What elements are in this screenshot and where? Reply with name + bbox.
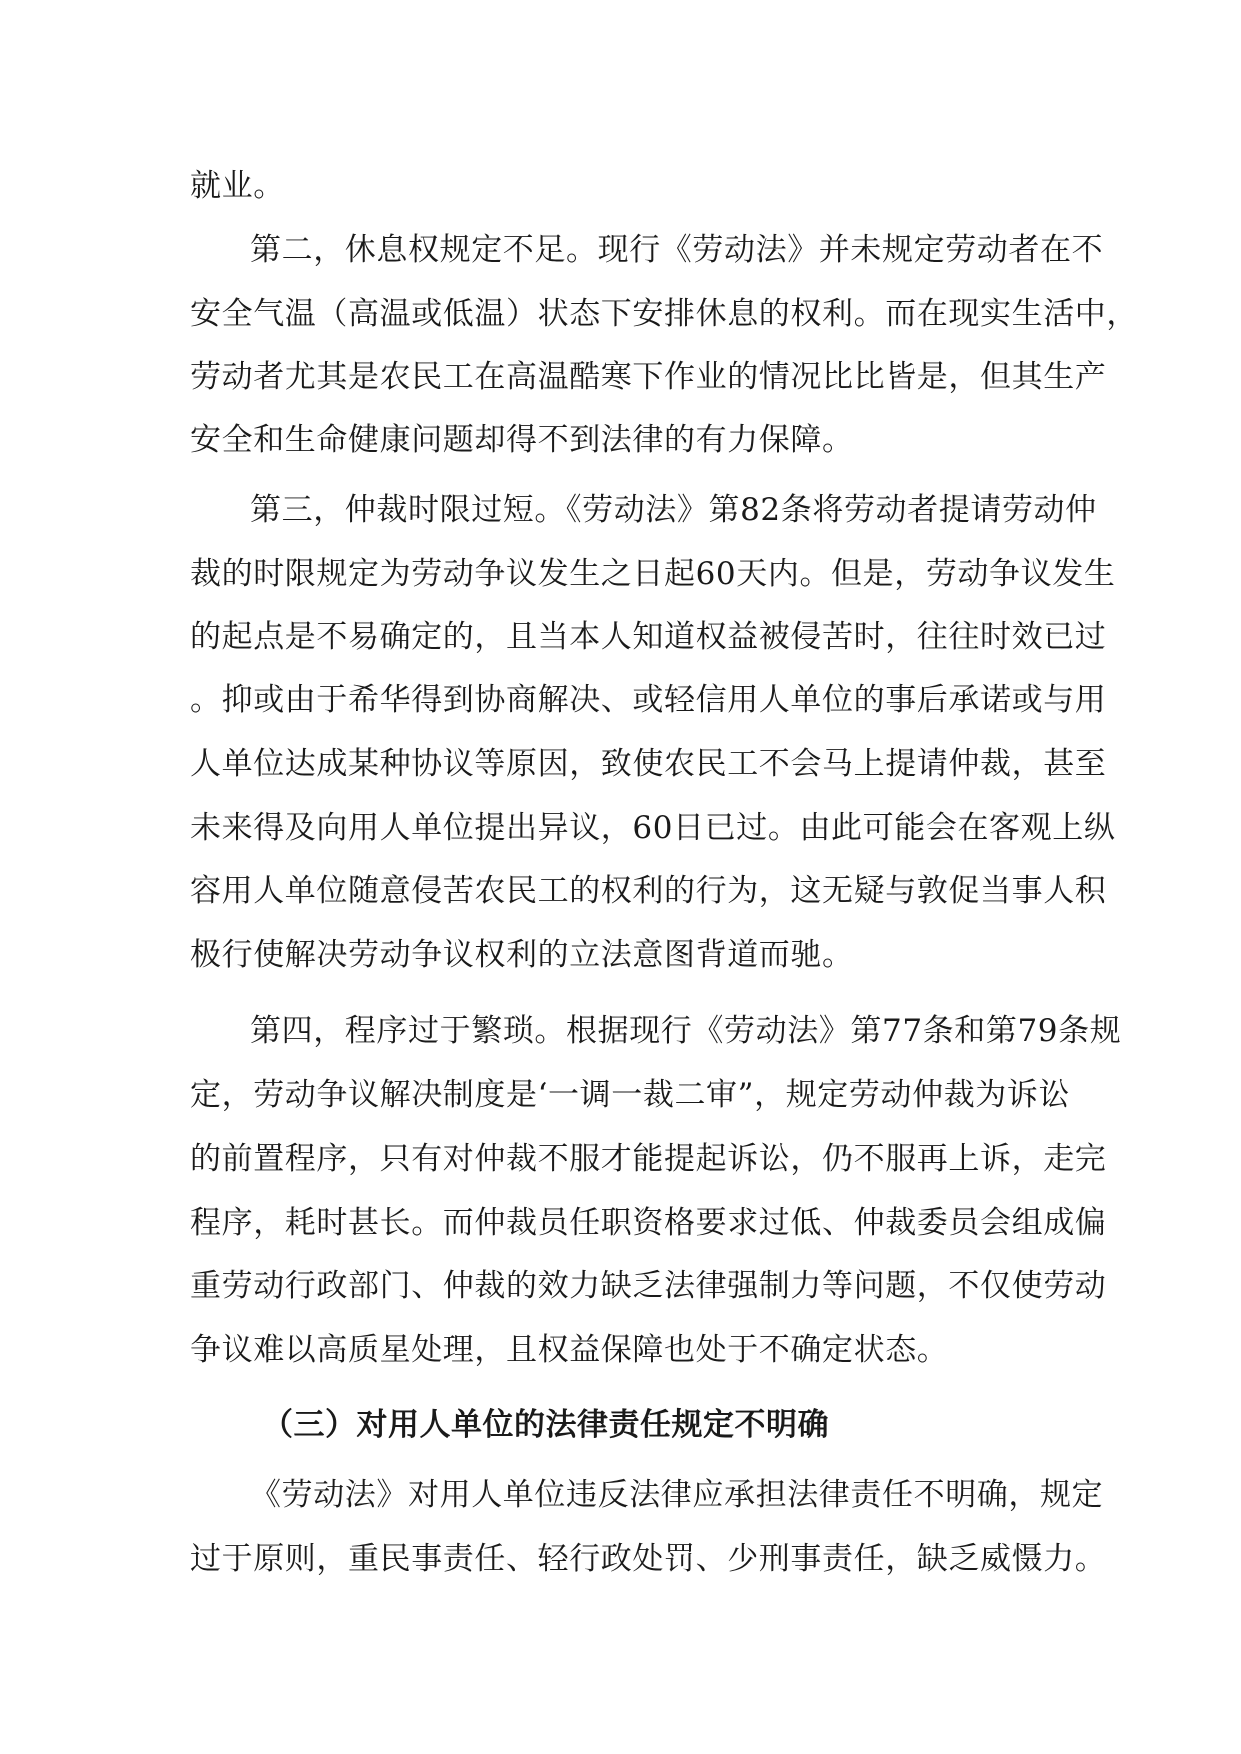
text-line: 争议难以高质星处理，且权益保障也处于不确定状态。: [190, 1332, 949, 1368]
paragraph-start-line: 第二，休息权规定不足。现行《劳动法》并未规定劳动者在不: [250, 232, 1104, 268]
text-line: 裁的时限规定为劳动争议发生之日起60天内。但是，劳动争议发生: [190, 556, 1116, 592]
section-heading: （三）对用人单位的法律责任规定不明确: [262, 1407, 829, 1443]
text-line: 极行使解决劳动争议权利的立法意图背道而驰。: [190, 937, 854, 973]
text-line: 的起点是不易确定的，且当本人知道权益被侵苦时，往往时效已过: [190, 619, 1107, 655]
text-line: 过于原则，重民事责任、轻行政处罚、少刑事责任，缺乏威慑力。: [190, 1541, 1107, 1577]
text-line: 容用人单位随意侵苦农民工的权利的行为，这无疑与敦促当事人积: [190, 873, 1107, 909]
text-line: 程序，耗时甚长。而仲裁员任职资格要求过低、仲裁委员会组成偏: [190, 1205, 1107, 1241]
paragraph-start-line: 第三，仲裁时限过短。《劳动法》第82条将劳动者提请劳动仲: [250, 492, 1097, 528]
text-line: 就业。: [190, 168, 285, 204]
text-line: 安全和生命健康问题却得不到法律的有力保障。: [190, 422, 854, 458]
text-line: 定，劳动争议解决制度是‘一调一裁二审”，规定劳动仲裁为诉讼: [190, 1077, 1071, 1113]
text-line: 未来得及向用人单位提出异议，60日已过。由此可能会在客观上纵: [190, 810, 1116, 846]
text-line: 劳动者尤其是农民工在高温酷寒下作业的情况比比皆是，但其生产: [190, 359, 1107, 395]
text-line: 。抑或由于希华得到协商解决、或轻信用人单位的事后承诺或与用: [190, 682, 1107, 718]
text-line: 的前置程序，只有对仲裁不服才能提起诉讼，仍不服再上诉，走完: [190, 1141, 1107, 1177]
text-line: 人单位达成某种协议等原因，致使农民工不会马上提请仲裁，甚至: [190, 746, 1107, 782]
paragraph-start-line: 第四，程序过于繁琐。根据现行《劳动法》第77条和第79条规: [250, 1013, 1122, 1049]
text-line: 安全气温（高温或低温）状态下安排休息的权利。而在现实生活中，: [190, 296, 1138, 332]
text-line: 重劳动行政部门、仲裁的效力缺乏法律强制力等问题，不仅使劳动: [190, 1268, 1107, 1304]
paragraph-start-line: 《劳动法》对用人单位违反法律应承担法律责任不明确，规定: [250, 1477, 1104, 1513]
